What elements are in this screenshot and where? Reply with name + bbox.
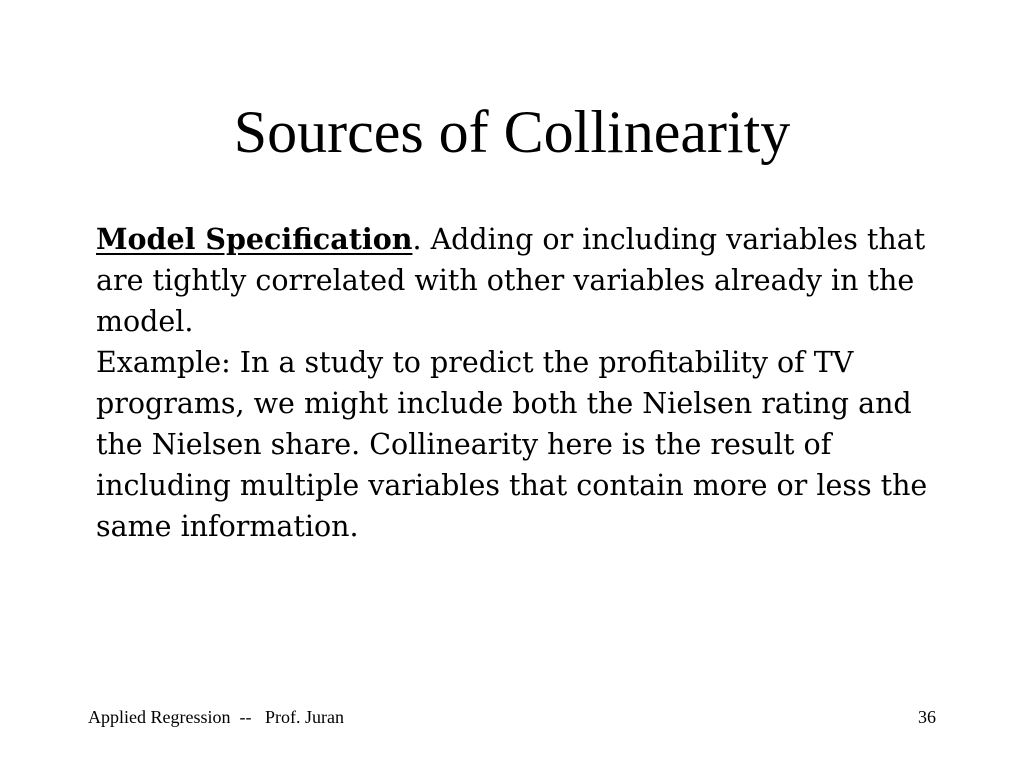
example-paragraph: Example: In a study to predict the profitability of TV programs, we might include both the Nielsen rating and the Nielsen share. Collinearity here is the result of including multiple variables that contain more or less the same information. [96, 346, 928, 543]
model-specification-text: . Adding or including variables that are tightly correlated with other variables already in the model. [96, 223, 926, 338]
model-specification-term: Model Specification [96, 222, 413, 256]
footer-course-label: Applied Regression -- Prof. Juran [88, 707, 344, 727]
slide-title: Sources of Collinearity [233, 99, 791, 165]
slide-body [96, 219, 936, 547]
model-specification-paragraph [96, 219, 936, 342]
footer-page-number: 36 [918, 707, 936, 727]
